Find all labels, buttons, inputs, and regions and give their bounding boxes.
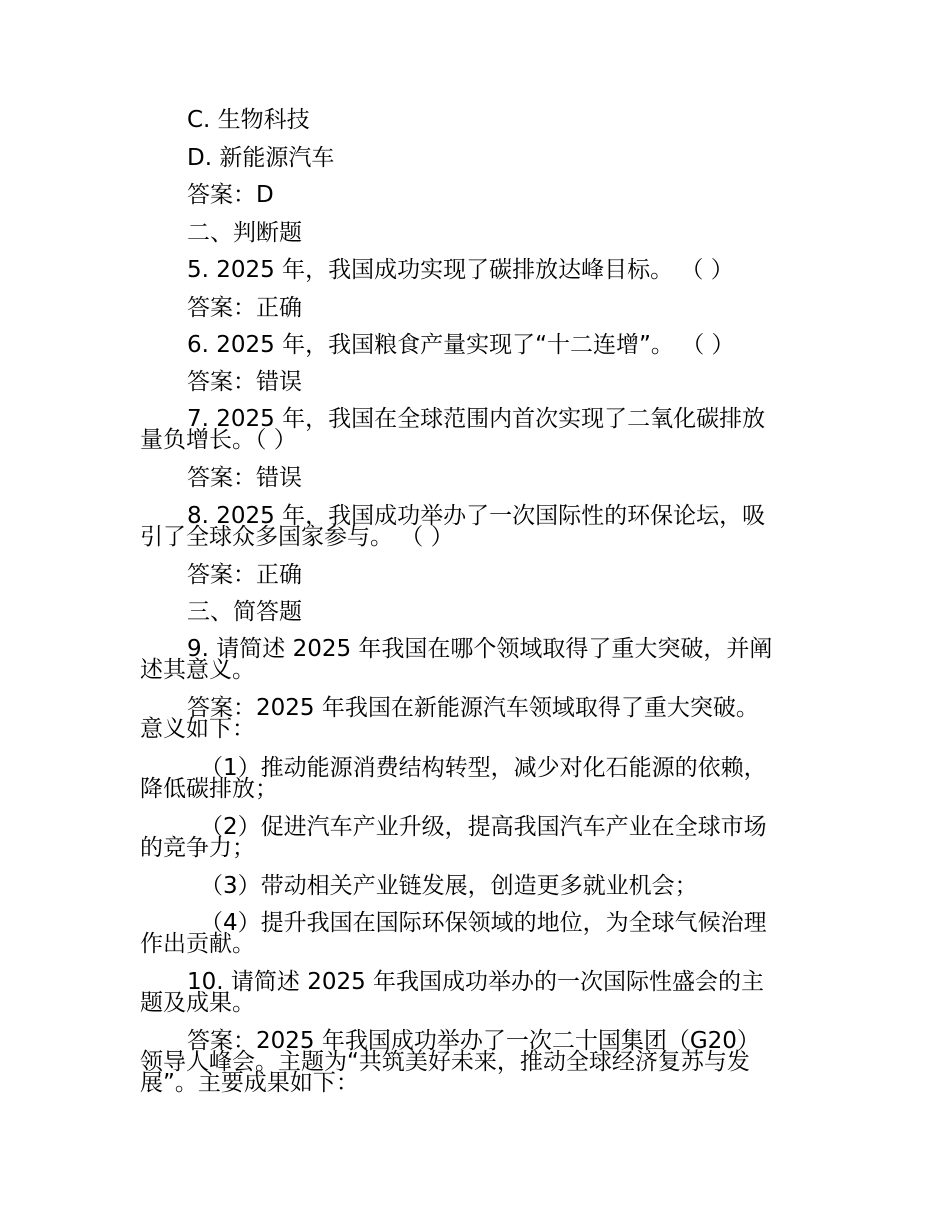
answer-9-point-4-line-1: （4）提升我国在国际环保领域的地位，为全球气候治理 <box>200 910 767 936</box>
answer-6: 答案：错误 <box>187 369 302 395</box>
answer-4: 答案：D <box>187 182 274 208</box>
answer-9-line-1: 答案：2025 年我国在新能源汽车领域取得了重大突破。 <box>187 695 759 721</box>
option-d: D. 新能源汽车 <box>187 145 335 171</box>
question-5: 5. 2025 年，我国成功实现了碳排放达峰目标。 （ ） <box>187 257 734 283</box>
answer-9-point-4-line-2: 作出贡献。 <box>140 931 255 957</box>
question-8-line-2: 引了全球众多国家参与。 （ ） <box>140 524 454 550</box>
question-9-line-1: 9. 请简述 2025 年我国在哪个领域取得了重大突破，并阐 <box>187 636 773 662</box>
answer-9-point-2-line-1: （2）促进汽车产业升级，提高我国汽车产业在全球市场 <box>200 814 767 840</box>
answer-9-point-1-line-1: （1）推动能源消费结构转型，减少对化石能源的依赖， <box>200 755 767 781</box>
answer-9-point-1-line-2: 降低碳排放； <box>140 776 278 802</box>
answer-8: 答案：正确 <box>187 562 302 588</box>
question-10-line-1: 10. 请简述 2025 年我国成功举办的一次国际性盛会的主 <box>187 969 765 995</box>
answer-9-line-2: 意义如下： <box>140 716 255 742</box>
answer-10-line-2: 领导人峰会。主题为“共筑美好未来，推动全球经济复苏与发 <box>140 1049 750 1075</box>
answer-5: 答案：正确 <box>187 295 302 321</box>
answer-7: 答案：错误 <box>187 465 302 491</box>
section-heading-short-answer: 三、简答题 <box>187 599 302 625</box>
question-9-line-2: 述其意义。 <box>140 657 255 683</box>
option-c: C. 生物科技 <box>187 107 310 133</box>
question-6: 6. 2025 年，我国粮食产量实现了“十二连增”。 （ ） <box>187 332 735 358</box>
answer-9-point-3: （3）带动相关产业链发展，创造更多就业机会； <box>200 873 698 899</box>
answer-10-line-3: 展”。主要成果如下： <box>140 1070 359 1096</box>
question-10-line-2: 题及成果。 <box>140 990 255 1016</box>
answer-10-line-1: 答案：2025 年我国成功举办了一次二十国集团（G20） <box>187 1028 760 1054</box>
answer-9-point-2-line-2: 的竞争力； <box>140 835 255 861</box>
question-7-line-1: 7. 2025 年，我国在全球范围内首次实现了二氧化碳排放 <box>187 406 766 432</box>
question-7-line-2: 量负增长。（ ） <box>140 427 297 453</box>
question-8-line-1: 8. 2025 年，我国成功举办了一次国际性的环保论坛，吸 <box>187 503 766 529</box>
section-heading-judgment: 二、判断题 <box>187 220 302 246</box>
